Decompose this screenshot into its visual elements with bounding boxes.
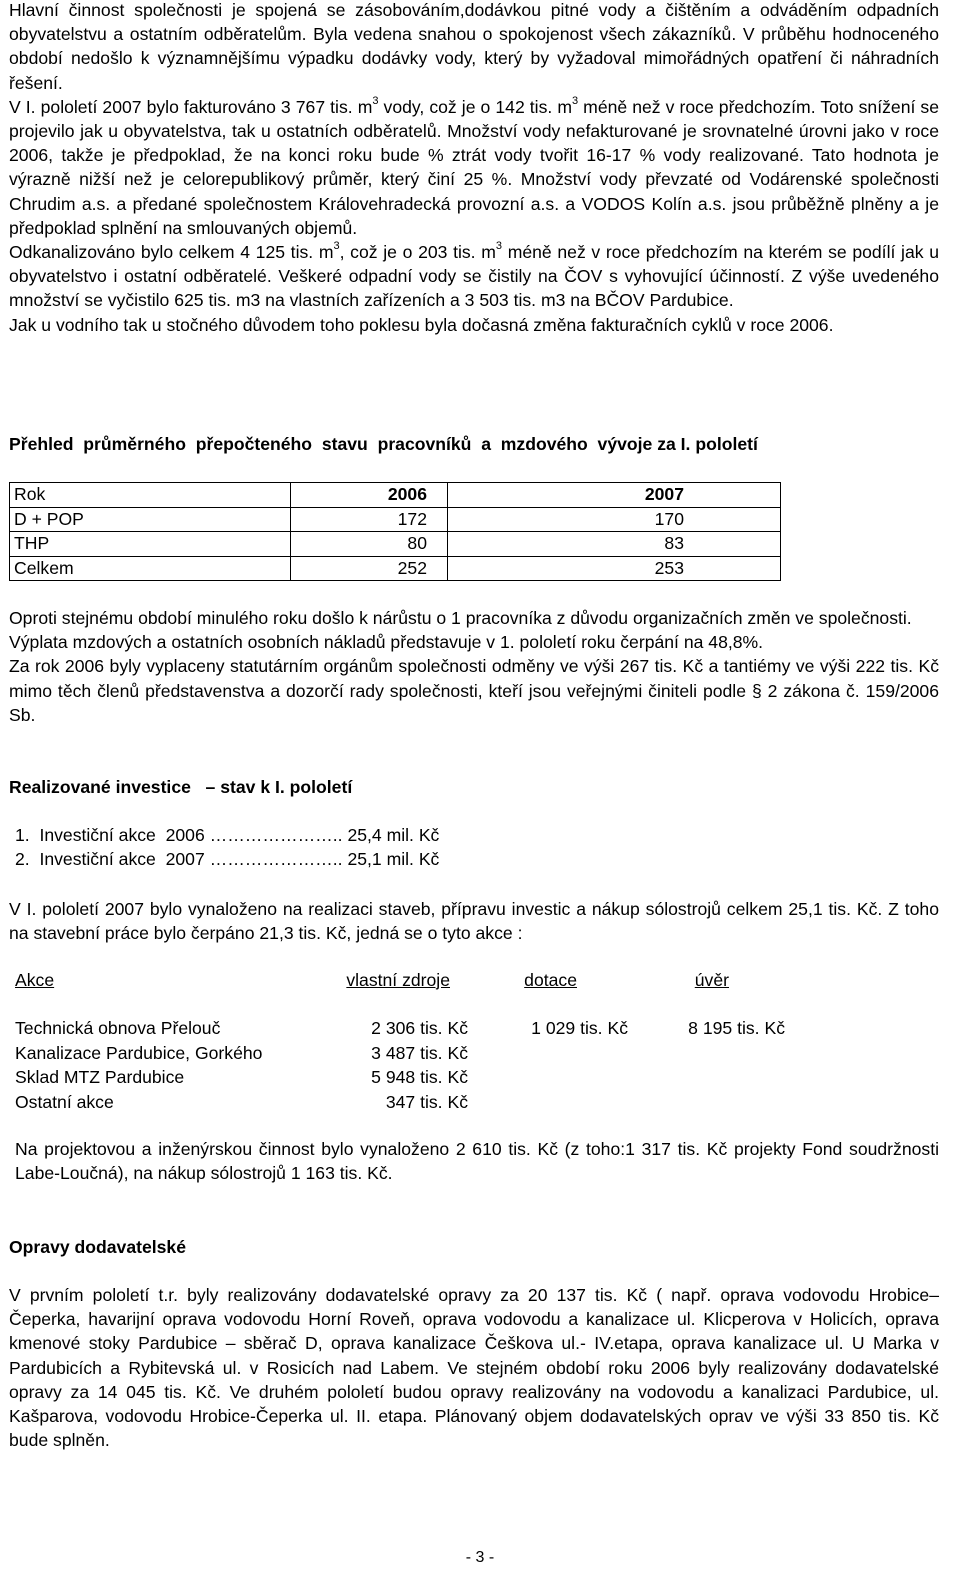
- table-cell: 172: [291, 507, 448, 532]
- staff-paragraph-2: Výplata mzdových a ostatních osobních nákladů představuje v 1. pololetí roku čerpání na 48,8%.: [9, 632, 764, 653]
- investments-heading: Realizované investice – stav k I. pololetí: [9, 777, 353, 797]
- list-item: 2. Investiční akce 2007 ………………….. 25,1 mil. Kč: [15, 849, 440, 869]
- intro-paragraph-1: Hlavní činnost společnosti je spojená se zásobováním,dodávkou pitné vody a čištěním a odváděním odpadních obyvatelstvu a ostatním odběratelům. Byla vedena snahou o spokojenost všech zákazníků. V průběhu hodnoceného období nedošlo k významnějšímu výpadku dodávky vody, který by vyžadoval mimořádných opatření či náhradních řešení.: [9, 0, 939, 93]
- table-cell: 80: [291, 532, 448, 557]
- repairs-heading: Opravy dodavatelské: [9, 1237, 187, 1257]
- billed-volume-text-2: vody, což je o 142 tis. m: [378, 96, 572, 117]
- table-row: [9, 1065, 785, 1090]
- intro-section: [9, 0, 939, 337]
- table-row: [10, 532, 781, 557]
- sewage-text-2: , což je o 203 tis. m: [339, 242, 496, 263]
- superscript: 3: [372, 94, 379, 107]
- investments-paragraph-1: V I. pololetí 2007 bylo vynaloženo na realizaci staveb, přípravu investic a nákup sólostrojů celkem 25,1 tis. Kč. Z toho na stavební práce bylo čerpáno 21,3 tis. Kč, jedná se o tyto akce :: [9, 899, 939, 944]
- project-text: [15, 1137, 939, 1185]
- table-row: [9, 1041, 785, 1066]
- remuneration-text: Za rok 2006 byly vyplaceny statutárním orgánům společnosti odměny ve výši 267 tis. Kč a tantiémy ve výši 222 tis. Kč mimo těch členů představenstva a dozorčí rady společnosti, kteří jsou veřejnými činiteli podle: [9, 656, 939, 701]
- investment-list: [15, 823, 439, 871]
- column-header: Akce: [15, 970, 55, 990]
- sewage-text: Odkanalizováno bylo celkem 4 125 tis. m: [9, 242, 334, 263]
- superscript: 3: [333, 240, 340, 253]
- table-cell: Kanalizace Pardubice, Gorkého: [15, 1042, 263, 1063]
- table-cell: 252: [291, 556, 448, 581]
- remuneration-text-2: 2 zákona č. 159/2006 Sb.: [9, 680, 940, 725]
- table-cell: 83: [448, 532, 781, 557]
- staff-notes: [9, 606, 939, 727]
- intro-paragraph-2: [9, 95, 939, 240]
- table-cell: Technická obnova Přelouč: [15, 1018, 221, 1038]
- section-sign-icon: §: [751, 680, 762, 701]
- table-cell: 3 487 tis. Kč: [371, 1042, 468, 1063]
- staff-table: [9, 482, 781, 581]
- table-row: [10, 556, 781, 581]
- investments-text: [9, 897, 939, 945]
- table-cell: Ostatní akce: [15, 1091, 114, 1112]
- table-cell: 170: [448, 507, 781, 532]
- investment-table-header: [9, 968, 729, 992]
- list-item: 1. Investiční akce 2006 ………………….. 25,4 mil. Kč: [15, 825, 440, 845]
- table-cell: 253: [448, 556, 781, 581]
- investments-paragraph-2: Na projektovou a inženýrskou činnost bylo vynaloženo 2 610 tis. Kč (z toho:1 317 tis. Kč projekty Fond soudržnosti Labe-Loučná), na nákup sólostrojů 1 163 tis. Kč.: [15, 1139, 939, 1184]
- table-row: [9, 1090, 785, 1115]
- table-cell: 1 029 tis. Kč: [531, 1018, 628, 1038]
- billed-volume-text: V I. pololetí 2007 bylo fakturováno 3 767 tis. m: [9, 96, 373, 117]
- table-cell: 347 tis. Kč: [385, 1091, 468, 1112]
- intro-paragraph-4: Jak u vodního tak u stočného důvodem toho poklesu byla dočasná změna fakturačních cyklů v roce 2006.: [9, 314, 834, 335]
- table-row: [10, 507, 781, 532]
- column-header: dotace: [524, 970, 577, 990]
- table-cell: THP: [10, 532, 291, 557]
- table-header-row: [10, 483, 781, 508]
- table-cell: Celkem: [10, 556, 291, 581]
- table-row: [9, 1016, 785, 1041]
- table-cell: Sklad MTZ Pardubice: [15, 1067, 185, 1087]
- billed-volume-text-3: méně než v roce předchozím. Toto snížení se projevilo jak u obyvatelstva, tak u ostatních odběratelů. Množství vody nefakturované je srovnatelné úrovni jako v roce 2006, takže je předpoklad, že na konci roku bude % ztrát vody tvořit 16-17 % vody realizované. Tato hodnota je výrazně nižší než je celorepublikový průměr, který činí 25 %. Množství vody převzaté od Vodárenské společnosti Chrudim a.s. a předané společnostem Královehradecká provozní a.s. a VODOS Kolín a.s. jsou průběžně plněny a je předpoklad splnění na smlouvaných objemů.: [9, 96, 939, 238]
- column-header: vlastní zdroje: [346, 970, 450, 990]
- staff-heading: Přehled průměrného přepočteného stavu pracovníků a mzdového vývoje za I. pololetí: [9, 434, 758, 454]
- table-cell: 2007: [448, 483, 781, 508]
- table-cell: 8 195 tis. Kč: [688, 1018, 785, 1038]
- table-cell: 5 948 tis. Kč: [371, 1067, 468, 1087]
- staff-paragraph-3: [9, 654, 939, 727]
- repairs-text: [9, 1283, 939, 1452]
- superscript: 3: [571, 94, 579, 107]
- table-cell: 2 306 tis. Kč: [371, 1018, 468, 1038]
- repairs-paragraph: V prvním pololetí t.r. byly realizovány dodavatelské opravy za 20 137 tis. Kč ( např. oprava vodovodu Hrobice–Čeperka, havarijní oprava vodovodu Horní Roveň, oprava vodovodu a kanalizace ul. Klicperova v Holicích, oprava kmenové stoky Pardubice – sběrač D, oprava kanalizace Češkova ul.- IV.etapa, oprava kanalizace ul. U Marka v Pardubicích a Rybitevská ul. v Rosicích nad Labem. Ve stejném období roku 2006 byly realizovány dodavatelské opravy za 14 045 tis. Kč. Ve druhém pololetí budou opravy realizovány na vodovodu a kanalizaci Pardubice, ul. Kašparova, vodovodu Hrobice-Čeperka ul. II. etapa. Plánovaný objem dodavatelských oprav ve výši 33 850 tis. Kč bude splněn.: [9, 1285, 939, 1451]
- superscript: 3: [495, 240, 503, 253]
- sewage-text-3: méně než v roce předchozím na kterém se podílí jak u obyvatelstvo i ostatní odběratelé. Veškeré odpadní vody se čistily na ČOV s vyhovující účinností. Z výše uvedeného množství se vyčistilo 625 tis. m3 na vlastních zařízeních a 3 503 tis. m3 na BČOV Pardubice.: [9, 242, 939, 311]
- table-cell: Rok: [10, 483, 291, 508]
- intro-paragraph-3: [9, 240, 939, 313]
- investment-table: [9, 1016, 785, 1114]
- table-cell: D + POP: [10, 507, 291, 532]
- column-header: úvěr: [694, 970, 729, 990]
- page-number: - 3 -: [465, 1549, 495, 1566]
- table-cell: 2006: [291, 483, 448, 508]
- staff-paragraph-1: Oproti stejnému období minulého roku došlo k nárůstu o 1 pracovníka z důvodu organizačních změn ve společnosti.: [9, 608, 912, 628]
